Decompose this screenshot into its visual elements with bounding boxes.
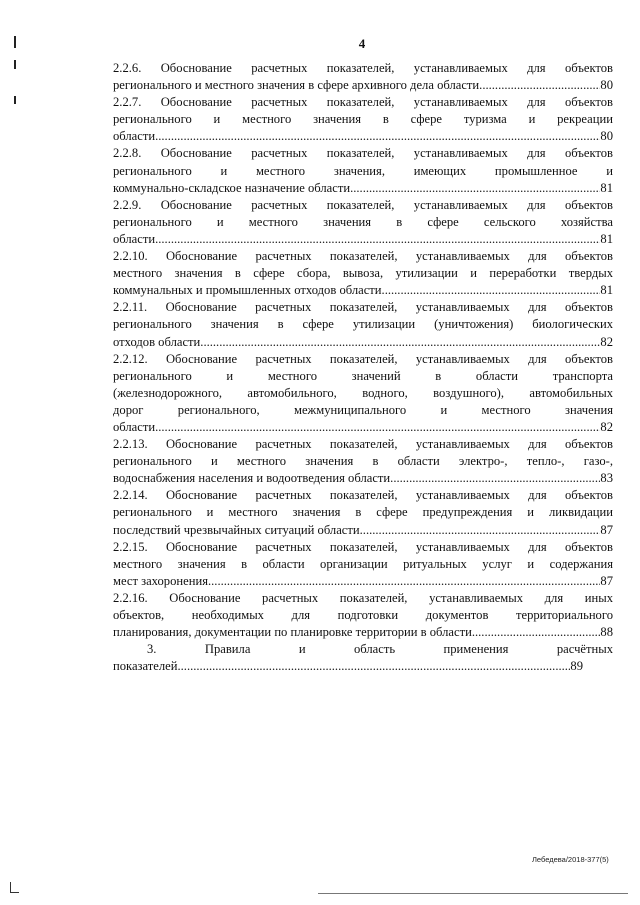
- toc-entry-title-end: коммунально-складское назначение области: [113, 180, 351, 195]
- toc-entry: [113, 436, 613, 487]
- toc-page-number: 81: [600, 180, 613, 195]
- toc-entry-tail: [113, 522, 613, 539]
- toc-entry: [113, 299, 613, 350]
- toc-page-number: 81: [600, 231, 613, 246]
- toc-page-number: 80: [600, 129, 613, 144]
- toc-entry: [113, 248, 613, 299]
- toc-entry-title-end: области: [113, 129, 156, 144]
- toc-entry-line: регионального значения в сфере утилизации (уничтожения) биологических: [113, 317, 613, 332]
- toc-entry-tail: [113, 128, 613, 145]
- dot-leader: [155, 128, 600, 145]
- toc-entry-tail: [113, 573, 613, 590]
- dot-leader: [390, 470, 600, 487]
- toc-entry-line: дорог регионального, межмуниципального и местного значения: [113, 402, 613, 417]
- toc-page-number: 80: [600, 78, 613, 93]
- toc-entry: [113, 60, 613, 94]
- toc-entry-tail: [113, 282, 613, 299]
- toc-entry-line: 2.2.12. Обоснование расчетных показателей, устанавливаемых для объектов: [113, 351, 613, 366]
- dot-leader: [350, 180, 600, 197]
- toc-entry-line: местного значения в сфере сбора, вывоза, утилизации и переработки твердых: [113, 266, 613, 281]
- toc-entry-line: 3. Правила и область применения расчётных: [147, 642, 613, 657]
- toc-entry: [113, 539, 613, 590]
- toc-entry: [113, 641, 613, 675]
- dot-leader: [360, 522, 601, 539]
- toc-entry-title-end: отходов области: [113, 334, 201, 349]
- toc-page-number: 89: [570, 659, 583, 674]
- document-code: Лебедева/2018-377(5): [532, 855, 609, 864]
- toc-entry-title-end: мест захоронения: [113, 573, 208, 588]
- margin-mark: [14, 60, 16, 69]
- toc-entry-tail: [113, 334, 613, 351]
- toc-entry: [113, 487, 613, 538]
- bottom-rule: [318, 893, 628, 894]
- dot-leader: [472, 624, 601, 641]
- toc-entry: [113, 590, 613, 641]
- toc-entry: [113, 145, 613, 196]
- toc-entry: [113, 351, 613, 436]
- toc-page-number: 88: [600, 625, 613, 640]
- toc-entry-title-end: показателей: [113, 659, 178, 674]
- dot-leader: [178, 658, 571, 675]
- toc-entry-line: 2.2.13. Обоснование расчетных показателей, устанавливаемых для объектов: [113, 437, 613, 452]
- toc-entry-line: местного значения в области организации ритуальных услуг и содержания: [113, 556, 613, 571]
- toc-entry-line: 2.2.11. Обоснование расчетных показателей, устанавливаемых для объектов: [113, 300, 613, 315]
- toc-entry-tail: [113, 419, 613, 436]
- toc-entry-title-end: регионального и местного значения в сфере архивного дела области: [113, 78, 480, 93]
- toc-entry-line: 2.2.9. Обоснование расчетных показателей, устанавливаемых для объектов: [113, 197, 613, 212]
- toc-entry-line: объектов, необходимых для подготовки документов территориального: [113, 608, 613, 622]
- toc-entry-tail: [113, 470, 613, 487]
- toc-entry-tail: [113, 624, 613, 641]
- toc-entry-title-end: последствий чрезвычайных ситуаций области: [113, 522, 360, 537]
- toc-entry-tail: [113, 658, 583, 675]
- toc-entry-title-end: планирования, документации по планировке территории в области: [113, 625, 472, 640]
- toc-page-number: 82: [600, 419, 613, 434]
- toc-page-number: 87: [600, 573, 613, 588]
- toc-entry-line: 2.2.10. Обоснование расчетных показателей, устанавливаемых для объектов: [113, 249, 613, 264]
- page-number: 4: [358, 36, 366, 51]
- corner-mark: [10, 882, 19, 893]
- toc-page-number: 83: [600, 471, 613, 486]
- toc-entry-line: 2.2.7. Обоснование расчетных показателей, устанавливаемых для объектов: [113, 95, 613, 110]
- dot-leader: [382, 282, 601, 299]
- toc-entry-title-end: коммунальных и промышленных отходов области: [113, 283, 382, 298]
- dot-leader: [208, 573, 600, 590]
- toc-entry-line: 2.2.8. Обоснование расчетных показателей, устанавливаемых для объектов: [113, 146, 613, 161]
- toc-entry-line: 2.2.6. Обоснование расчетных показателей, устанавливаемых для объектов: [113, 61, 613, 75]
- toc-entry-line: 2.2.16. Обоснование расчетных показателей, устанавливаемых для иных: [113, 590, 613, 605]
- dot-leader: [155, 231, 600, 248]
- toc-entry-line: регионального и местного значения, имеющих промышленное и: [113, 163, 613, 178]
- toc-entry-line: 2.2.15. Обоснование расчетных показателей, устанавливаемых для объектов: [113, 539, 613, 554]
- toc-entry-line: регионального и местного значения в сфере туризма и рекреации: [113, 112, 613, 127]
- dot-leader: [200, 334, 600, 351]
- toc-entry-tail: [113, 180, 613, 197]
- toc-entry-line: регионального и местного значений в области транспорта: [113, 368, 613, 383]
- dot-leader: [479, 77, 600, 94]
- toc-entry-tail: [113, 231, 613, 248]
- table-of-contents: [113, 60, 613, 675]
- toc-page-number: 82: [600, 334, 613, 349]
- toc-entry: [113, 94, 613, 145]
- toc-entry-title-end: области: [113, 419, 156, 434]
- toc-entry-line: 2.2.14. Обоснование расчетных показателей, устанавливаемых для объектов: [113, 488, 613, 503]
- dot-leader: [155, 419, 600, 436]
- toc-page-number: 81: [600, 283, 613, 298]
- toc-entry-line: регионального и местного значения в области электро-, тепло-, газо-,: [113, 454, 613, 469]
- toc-page-number: 87: [600, 522, 613, 537]
- toc-entry-line: регионального и местного значения в сфере предупреждения и ликвидации: [113, 505, 613, 520]
- toc-entry: [113, 197, 613, 248]
- toc-entry-line: (железнодорожного, автомобильного, водного, воздушного), автомобильных: [113, 385, 613, 400]
- toc-entry-tail: [113, 77, 613, 94]
- toc-entry-title-end: области: [113, 231, 156, 246]
- toc-entry-title-end: водоснабжения населения и водоотведения области: [113, 471, 391, 486]
- margin-mark: [14, 96, 16, 104]
- toc-entry-line: регионального и местного значения в сфере сельского хозяйства: [113, 214, 613, 229]
